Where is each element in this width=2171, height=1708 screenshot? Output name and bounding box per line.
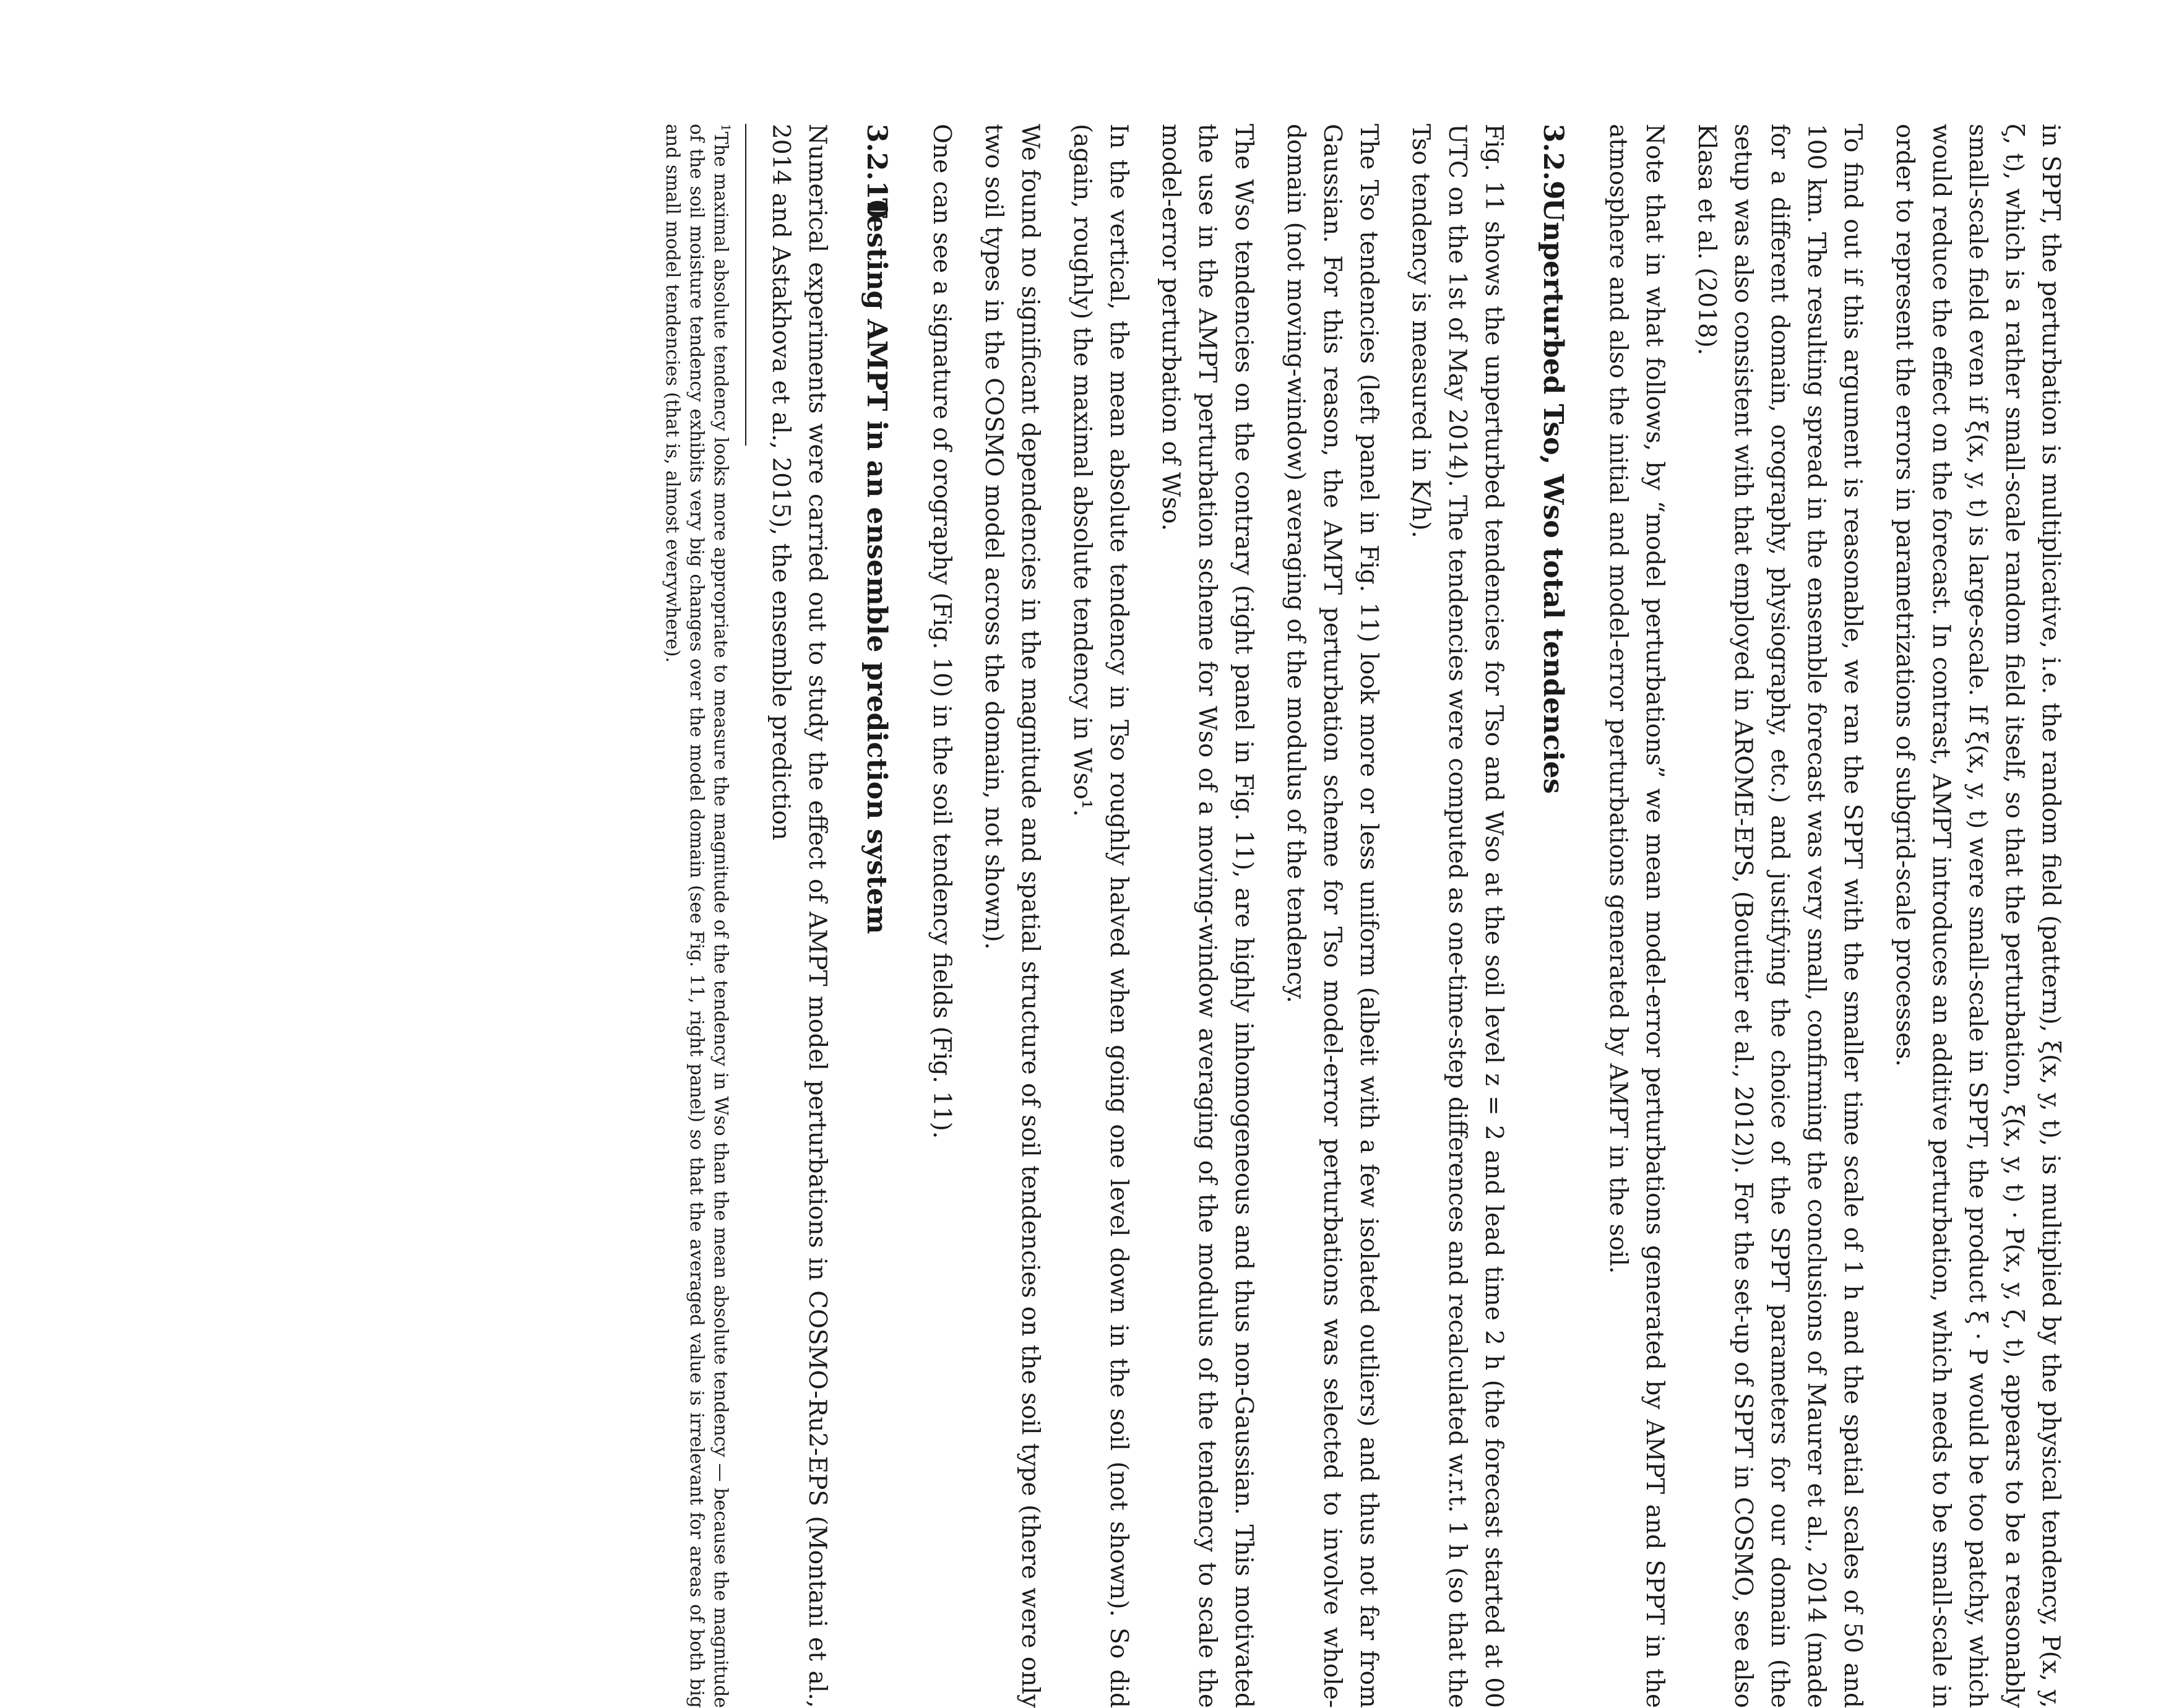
section-title: Unperturbed Tso, Wso total tendencies bbox=[1537, 198, 1569, 794]
section-number: 3.2.10 bbox=[861, 124, 892, 219]
paragraph-soil-type: We found no significant dependencies in the magnitude and spatial structure of soil tendencies on the soil type (there were only two soil types in the COSMO model across the domain, not shown). bbox=[980, 124, 1044, 1708]
paragraph-model-perturbations-note: Note that in what follows, by “model perturbations” we mean model-error perturbations generated by AMPT and SPPT in the atmosphere and also the initial and model-error perturbations generated by AMPT in the soil. bbox=[1604, 124, 1668, 1708]
section-number: 3.2.9 bbox=[1537, 124, 1569, 200]
section-title: Testing AMPT in an ensemble prediction system bbox=[861, 198, 892, 934]
footnote bbox=[660, 124, 738, 1708]
footnote-text: The maximal absolute tendency looks more appropriate to measure the magnitude of the tendency in Wso than the mean absolute tendency — because the magnitude of the soil moisture tendency exhibits very big changes over the model domain (see Fig. 11, right panel) so that the averaged value is irrelevant for areas of both big and small model tendencies (that is, almost everywhere). bbox=[662, 124, 732, 1708]
footnote-mark: 1 bbox=[719, 124, 733, 132]
body-column bbox=[660, 124, 2069, 1708]
paragraph-fig11-description: Fig. 11 shows the unperturbed tendencies for Tso and Wso at the soil level z = 2 and lead time 2 h (the forecast started at 00 UTC on the 1st of May 2014). The tendencies were computed as one-time-step differences and recalculated w.r.t. 1 h (so that the Tso tendency is measured in K/h). bbox=[1407, 124, 1508, 1708]
paragraph-wso-tendencies: The Wso tendencies on the contrary (right panel in Fig. 11), are highly inhomogeneous and thus non-Gaussian. This motivated the use in the AMPT perturbation scheme for Wso of a moving-window averaging of the modulus of the tendency to scale the model-error perturbation of Wso. bbox=[1157, 124, 1258, 1708]
paragraph-numerical-experiments: Numerical experiments were carried out to study the effect of AMPT model perturbations in COSMO-Ru2-EPS (Montani et al., 2014 and Astakhova et al., 2015), the ensemble prediction bbox=[767, 124, 831, 1708]
paragraph-sppt-time-scale: To find out if this argument is reasonable, we ran the SPPT with the smaller time scale of 1 h and the spatial scales of 50 and 100 km. The resulting spread in the ensemble forecast was very small, confirming the conclusions of Maurer et al., 2014 (made for a different domain, orography, physiography, etc.) and justifying the choice of the SPPT parameters for our domain (the setup was also consistent with that employed in AROME-EPS, (Bouttier et al., 2012)). For the set-up of SPPT in COSMO, see also Klasa et al. (2018). bbox=[1693, 124, 1867, 1708]
section-heading-3-2-10 bbox=[858, 124, 895, 1708]
page-number bbox=[0, 124, 2, 1708]
paragraph-vertical-tendency: In the vertical, the mean absolute tendency in Tso roughly halved when going one level down in the soil (not shown). So did (again, roughly) the maximal absolute tendency in Wso¹. bbox=[1068, 124, 1133, 1708]
footnote-rule bbox=[745, 124, 746, 446]
paragraph-sppt-multiplicative: in SPPT, the perturbation is multiplicative, i.e. the random field (pattern), ξ(x, y, t), is multiplied by the physical tendency, P(x, y, ζ, t), which is a rather small-scale random field itself, so that the perturbation, ξ(x, y, t) · P(x, y, ζ, t), appears to be a reasonably small-scale field even if ξ(x, y, t) is large-scale. If ξ(x, y, t) were small-scale in SPPT, the product ξ · P would be too patchy, which would reduce the effect on the forecast. In contrast, AMPT introduces an additive perturbation, which needs to be small-scale in order to represent the errors in parametrizations of subgrid-scale processes. bbox=[1891, 124, 2065, 1708]
paragraph-orography-signature: One can see a signature of orography (Fig. 10) in the soil tendency fields (Fig. 11). bbox=[928, 124, 956, 1139]
section-heading-3-2-9 bbox=[1534, 124, 1571, 1708]
paragraph-tso-tendencies: The Tso tendencies (left panel in Fig. 11) look more or less uniform (albeit with a few isolated outliers) and thus not far from Gaussian. For this reason, the AMPT perturbation scheme for Tso model-error perturbations was selected to involve whole-domain (not moving-window) averaging of the modulus of the tendency. bbox=[1282, 124, 1383, 1708]
